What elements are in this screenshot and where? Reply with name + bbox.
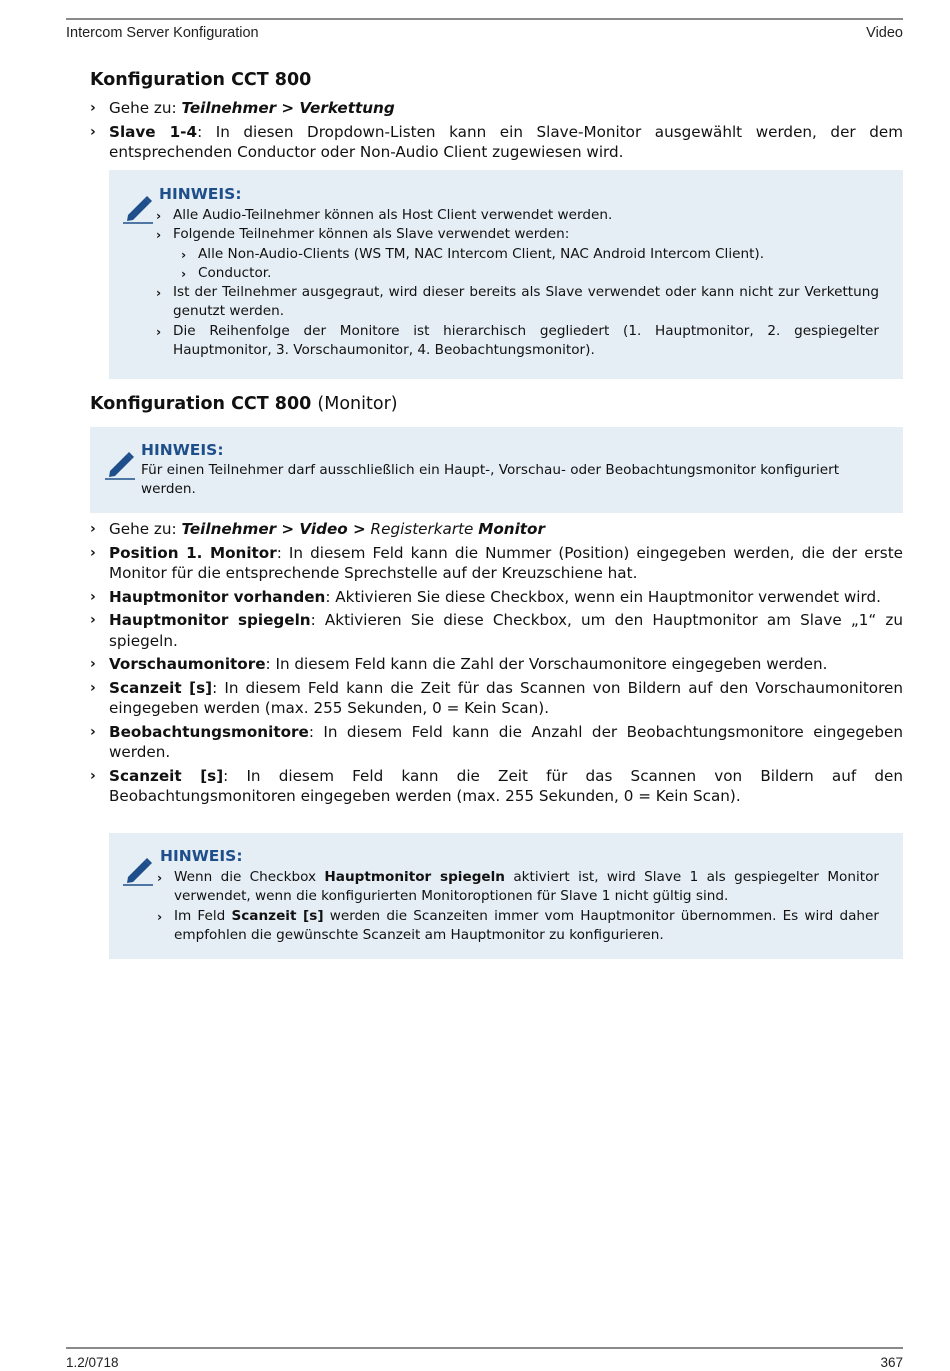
chevron-right-icon: › bbox=[157, 870, 163, 885]
list-item: › Position 1. Monitor: In diesem Feld kann die Nummer (Position) eingegeben werden, die der erste Monitor für die entsprechende Sprechstelle auf der Kreuzschiene hat. bbox=[90, 543, 903, 582]
list-item: › Folgende Teilnehmer können als Slave verwendet werden: › Alle Non-Audio-Clients (WS TM, NAC Intercom Client, NAC Android Intercom Client). › Conductor. bbox=[156, 225, 879, 283]
list-item: › Die Reihenfolge der Monitore ist hierarchisch gegliedert (1. Hauptmonitor, 2. gespiegelter Hauptmonitor, 3. Vorschaumonitor, 4. Beobachtungsmonitor). bbox=[156, 322, 879, 359]
chevron-right-icon: › bbox=[90, 656, 96, 672]
list-item: › Hauptmonitor vorhanden: Aktivieren Sie diese Checkbox, wenn ein Hauptmonitor verwendet wird. bbox=[90, 587, 881, 606]
chevron-right-icon: › bbox=[156, 208, 162, 223]
chevron-right-icon: › bbox=[156, 227, 162, 243]
section2-list bbox=[90, 519, 903, 810]
note-sublist bbox=[173, 245, 879, 284]
chevron-right-icon: › bbox=[90, 544, 96, 561]
chevron-right-icon: › bbox=[156, 323, 162, 339]
list-item: › Beobachtungsmonitore: In diesem Feld kann die Anzahl der Beobachtungsmonitore eingegeben werden. bbox=[90, 722, 903, 761]
list-item: › Ist der Teilnehmer ausgegraut, wird dieser bereits als Slave verwendet oder kann nicht zur Verkettung genutzt werden. bbox=[156, 284, 879, 320]
chevron-right-icon: › bbox=[181, 265, 187, 281]
list-item: › Slave 1-4: In diesen Dropdown-Listen kann ein Slave-Monitor ausgewählt werden, der dem entsprechenden Conductor oder Non-Audio Client zugewiesen wird. bbox=[90, 122, 903, 161]
header-section: Video bbox=[866, 25, 903, 41]
chevron-right-icon: › bbox=[90, 123, 96, 140]
document-version: 1.2/0718 bbox=[66, 1355, 119, 1370]
list-item: › Im Feld Scanzeit [s] werden die Scanzeiten immer vom Hauptmonitor übernommen. Es wird daher empfohlen die gewünschte Scanzeit am Hauptmonitor zu konfigurieren. bbox=[157, 907, 879, 943]
header-title: Intercom Server Konfiguration bbox=[66, 25, 259, 41]
chevron-right-icon: › bbox=[156, 285, 162, 301]
list-item: › Wenn die Checkbox Hauptmonitor spiegeln aktiviert ist, wird Slave 1 als gespiegelter Monitor verwendet, wenn die konfigurierten Monitoroptionen für Slave 1 nicht gültig sind. bbox=[157, 869, 879, 905]
chevron-right-icon: › bbox=[157, 908, 163, 924]
list-item: › Conductor. bbox=[173, 264, 879, 283]
list-item: › Alle Non-Audio-Clients (WS TM, NAC Intercom Client, NAC Android Intercom Client). bbox=[173, 245, 879, 264]
list-item: › Alle Audio-Teilnehmer können als Host Client verwendet werden. bbox=[156, 206, 879, 225]
chevron-right-icon: › bbox=[90, 100, 96, 116]
note-title: HINWEIS: bbox=[160, 847, 243, 865]
list-item: › Gehe zu: Teilnehmer > Video > Registerkarte Monitor bbox=[90, 520, 545, 538]
chevron-right-icon: › bbox=[90, 767, 96, 784]
list-item: › Scanzeit [s]: In diesem Feld kann die Zeit für das Scannen von Bildern auf den Vorschaumonitoren eingegeben werden (max. 255 Sekunden, 0 = Kein Scan). bbox=[90, 678, 903, 717]
chevron-right-icon: › bbox=[90, 679, 96, 696]
section1-list bbox=[90, 98, 903, 166]
note-box bbox=[90, 427, 903, 513]
pencil-icon bbox=[121, 852, 155, 886]
section-title-cct800: Konfiguration CCT 800 bbox=[90, 70, 312, 90]
pencil-icon bbox=[121, 190, 155, 224]
list-item: › Gehe zu: Teilnehmer > Verkettung bbox=[90, 99, 395, 117]
section-title-cct800-monitor: Konfiguration CCT 800 (Monitor) bbox=[90, 394, 398, 414]
note-text: Für einen Teilnehmer darf ausschließlich ein Haupt-, Vorschau- oder Beobachtungsmonitor konfiguriert werden. bbox=[141, 462, 840, 498]
page-footer bbox=[66, 1347, 903, 1371]
chevron-right-icon: › bbox=[90, 612, 96, 628]
note-list bbox=[157, 868, 879, 945]
note-list bbox=[156, 206, 879, 360]
chevron-right-icon: › bbox=[90, 521, 96, 537]
note-title: HINWEIS: bbox=[159, 185, 242, 203]
list-item: › Vorschaumonitore: In diesem Feld kann die Zahl der Vorschaumonitore eingegeben werden. bbox=[90, 655, 828, 673]
pencil-icon bbox=[103, 446, 137, 480]
chevron-right-icon: › bbox=[90, 723, 96, 740]
list-item: › Scanzeit [s]: In diesem Feld kann die Zeit für das Scannen von Bildern auf den Beobachtungsmonitoren eingegeben werden (max. 255 Sekunden, 0 = Kein Scan). bbox=[90, 766, 903, 805]
note-box bbox=[109, 170, 903, 379]
chevron-right-icon: › bbox=[181, 246, 187, 262]
note-box bbox=[109, 833, 903, 959]
page-number: 367 bbox=[880, 1355, 903, 1370]
note-title: HINWEIS: bbox=[141, 441, 224, 459]
chevron-right-icon: › bbox=[90, 588, 96, 605]
list-item: › Hauptmonitor spiegeln: Aktivieren Sie diese Checkbox, um den Hauptmonitor am Slave „1“ zu spiegeln. bbox=[90, 611, 903, 650]
page-header bbox=[66, 18, 903, 46]
